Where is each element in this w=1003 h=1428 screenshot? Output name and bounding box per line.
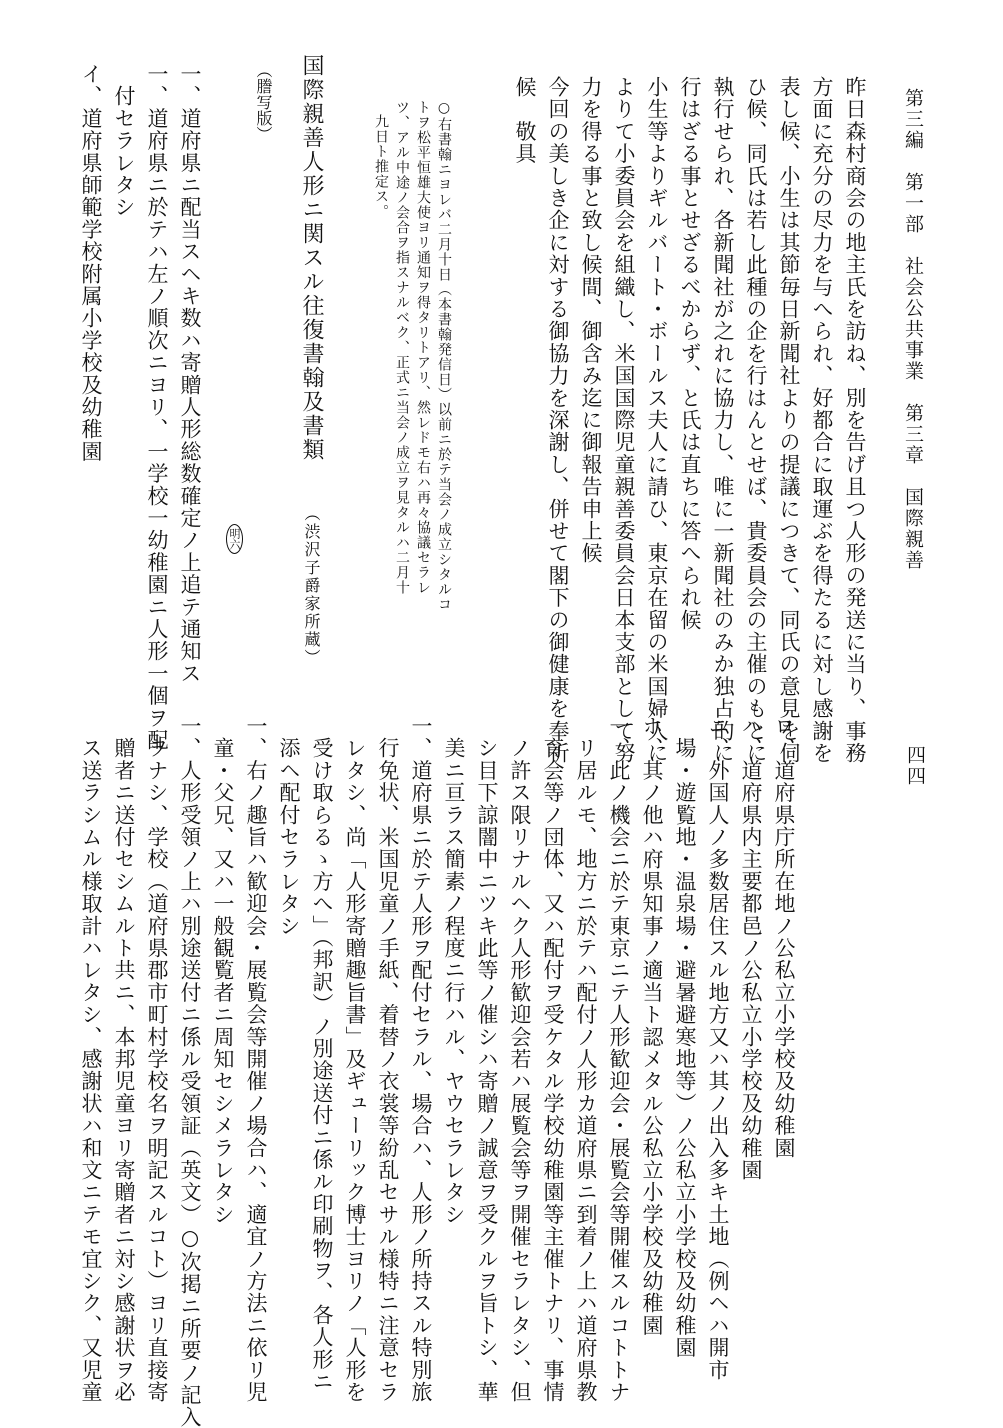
document-source: （渋沢子爵家所蔵） [302,505,321,667]
text-line: 方面に充分の尽力を与へられ、好都合に取運ぶを得たるに対し感謝を [810,76,834,765]
text-line: リ居ルモ、地方ニ於テハ配付ノ人形カ道府県ニ到着ノ上ハ道府県教 [574,715,598,1404]
bottom-list [74,715,800,1428]
list-item: 一、道府県ニ於テハ左ノ順次ニヨリ、一学校一幼稚園ニ人形一個ヲ配 [145,63,169,752]
text-line: 一、道府県ニ於テ人形ヲ配付セラル、場合ハ、人形ノ所持スル特別旅 [409,715,433,1404]
running-header [900,88,927,571]
format-note: （謄写版） [254,62,273,142]
note-line: 九日ト推定ス。 [373,114,389,219]
note-line: ○右書翰ニヨレバ二月十日（本書翰発信日）以前ニ於テ当会ノ成立シタルコ [436,100,452,612]
list-item: イ、道府県師範学校附属小学校及幼稚園 [79,63,103,463]
text-line: ハ、道府県内主要都邑ノ公私立小学校及幼稚園 [739,715,763,1182]
text-line: 受け取らるゝ方へ」（邦訳）ノ別途送付ニ係ル印刷物ヲ、各人形ニ [310,715,334,1393]
text-line: 行免状、米国児童ノ手紙、着替ノ衣裳等紛乱セサル様特ニ注意セラ [376,715,400,1404]
text-line: 育会等ノ団体、又ハ配付ヲ受ケタル学校幼稚園等主催トナリ、事情 [541,715,565,1404]
text-line: よりて小委員会を組織し、米国国際児童親善委員会日本支部として努 [612,76,636,765]
editorial-note [370,100,454,612]
text-line: ひ候、同氏は若し此種の企を行はんとせば、貴委員会の主催のもとに [744,76,768,765]
text-line: 表し候、小生は其節毎日新聞社よりの提議につきて、同氏の意見を伺 [777,76,801,765]
page-number: 四四 [904,745,926,787]
document-title-column [296,54,327,667]
text-line: シ目下諒闇中ニツキ此等ノ催シハ寄贈ノ誠意ヲ受クルヲ旨トシ、華 [475,715,499,1404]
text-line: 候 敬具 [513,76,537,165]
text-line: 一、人形受領ノ上ハ別途送付ニ係ル受領証（英文）○次掲ニ所要ノ記入 [178,715,202,1428]
text-line: ノ許ス限リナルヘク人形歓迎会若ハ展覧会等ヲ開催セラレタシ、但 [508,715,532,1404]
text-line: 一、此ノ機会ニ於テ東京ニテ人形歓迎会・展覧会等開催スルコトトナ [607,715,631,1404]
text-line: 力を得る事と致し候間、御含み迄に御報告申上候 [579,76,603,565]
text-line: 執行せられ、各新聞社が之れに協力し、唯に一新聞社のみか独占的に [711,76,735,765]
list-item: 一、道府県ニ配当スヘキ数ハ寄贈人形総数確定ノ上追テ通知ス [178,63,202,685]
text-line: 場・遊覧地・温泉場・避暑避寒地等）ノ公私立小学校及幼稚園 [673,715,697,1359]
text-line: 童・父兄、又ハ一般観覧者ニ周知セシメラレタシ [211,715,235,1226]
text-line: レタシ、尚「人形寄贈趣旨書」及ギューリック博士ヨリノ「人形を [343,715,367,1404]
text-line: ホ、其ノ他ハ府県知事ノ適当ト認メタル公私立小学校及幼稚園 [640,715,664,1337]
text-line: 昨日森村商会の地主氏を訪ね、別を告げ且つ人形の発送に当り、事務 [843,76,867,765]
chapter-heading: 第三編 第一部 社会公共事業 第三章 国際親善 [902,88,924,571]
text-line: 添ヘ配付セラレタシ [277,715,301,937]
text-line: 一、右ノ趣旨ハ歓迎会・展覧会等開催ノ場合ハ、適宜ノ方法ニ依リ児 [244,715,268,1404]
note-line: トヲ松平恒雄大使ヨリ通知ヲ得タリトアリ、然レドモ右ハ再々協議セラレ [415,100,431,595]
letter-body [508,76,871,764]
items-list [74,63,206,751]
document-title: 国際親善人形ニ関スル往復書翰及書類 [299,54,324,462]
text-line: ヲナシ、学校（道府県郡市町村学校名ヲ明記スルコト）ヨリ直接寄 [145,715,169,1404]
text-line: 今回の美しき企に対する御協力を深謝し、併せて閣下の御健康を奉祈 [546,76,570,765]
text-line: ニ、外国人ノ多数居住スル地方又ハ其ノ出入多キ土地（例ヘハ開市 [706,715,730,1381]
text-line: 行はざる事とせざるべからず、と氏は直ちに答へられ候 [678,76,702,631]
list-item: 付セラレタシ [112,63,136,219]
text-line: ス送ラシムル様取計ハレタシ、感謝状ハ和文ニテモ宜シク、又児童 [79,715,103,1404]
text-line: 贈者ニ送付セシムルト共ニ、本邦児童ヨリ寄贈者ニ対シ感謝状ヲ必 [112,715,136,1404]
text-line: ロ、道府県庁所在地ノ公私立小学校及幼稚園 [772,715,796,1159]
circled-mark: 明六 [225,524,244,554]
text-line: 小生等よりギルバート・ボールス夫人に請ひ、東京在留の米国婦人に [645,76,669,765]
text-line: 美ニ亘ラス簡素ノ程度ニ行ハル、ヤウセラレタシ [442,715,466,1226]
note-line: ツ、アル中途ノ会合ヲ指スナルベク、正式ニ当会ノ成立ヲ見タルハ二月十 [394,100,410,595]
